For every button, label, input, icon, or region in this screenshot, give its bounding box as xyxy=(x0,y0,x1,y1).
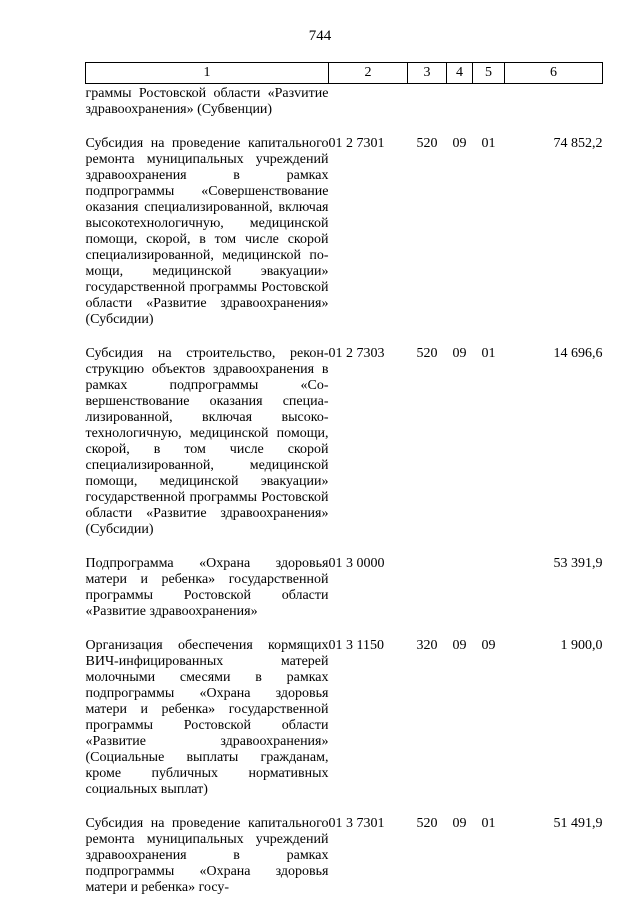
row-amount: 53 391,9 xyxy=(553,556,603,571)
row-subsection: 01 xyxy=(481,346,496,361)
row-expense-type: 320 xyxy=(416,638,438,653)
row-amount xyxy=(505,84,603,137)
row-expense-type xyxy=(408,556,447,638)
row-amount: 74 852,2 xyxy=(553,136,603,151)
row-section xyxy=(447,84,473,137)
row-section: 09 xyxy=(452,136,467,151)
row-subsection xyxy=(473,556,505,638)
header-cell-code: 2 xyxy=(329,63,408,84)
header-row xyxy=(86,63,603,84)
table-row xyxy=(86,346,603,556)
row-description: Организация обеспечения кормящих ВИЧ-инфицированных матерей молочными смесями в рамках подпрограммы «Охрана здоровья матери и ребенка» государственной программы Ростовской области «Развитие здравоохранения» (Социальные выплаты гражданам, кроме публичных нормативных социальных выплат) xyxy=(85,638,329,797)
row-subsection: 09 xyxy=(481,638,496,653)
row-description: Субсидия на строительство, реконструкцию объектов здравоохранения в рамках подпрограммы «Совершенствование оказания специализированной, включая высокотехнологичную, медицинской помощи, скорой, в том числе скорой специализированной, медицинской помощи, медицинской эвакуации» государственной программы Ростовской области «Развитие здравоохранения» (Субсидии) xyxy=(85,346,329,537)
row-section: 09 xyxy=(452,346,467,361)
header-cell-description: 1 xyxy=(86,63,329,84)
table-row xyxy=(86,84,603,137)
row-target-code: 01 2 7301 xyxy=(328,136,385,151)
header-cell-rz: 4 xyxy=(447,63,473,84)
row-amount: 1 900,0 xyxy=(560,638,603,653)
table-row xyxy=(86,638,603,816)
row-target-code: 01 3 0000 xyxy=(328,556,385,571)
page-number: 744 xyxy=(308,28,332,44)
row-description: Субсидия на проведение капитального ремонта муниципальных учреждений здравоохранения в рамках подпрограммы «Совершенствование оказания специализированной, включая высокотехнологичную, медицинской помощи, скорой, в том числе скорой специализированной, медицинской помощи, медицинской эвакуации» государственной программы Ростовской области «Развитие здравоохранения» (Субсидии) xyxy=(85,136,329,327)
row-subsection: 01 xyxy=(481,136,496,151)
row-subsection: 01 xyxy=(481,816,496,831)
table-row xyxy=(86,136,603,346)
header-cell-pr: 5 xyxy=(473,63,505,84)
row-description: граммы Ростовской области «Разvитие здравоохранения» (Субвенции) xyxy=(85,86,329,117)
row-expense-type xyxy=(408,84,447,137)
row-description: Подпрограмма «Охрана здоровья матери и ребенка» государственной программы Ростовской области «Развитие здравоохранения» xyxy=(85,556,329,619)
row-expense-type: 520 xyxy=(416,136,438,151)
row-description: Субсидия на проведение капитального ремонта муниципальных учреждений здравоохранения в рамках подпрограммы «Охрана здоровья матери и ребенка» госу- xyxy=(85,816,329,895)
row-subsection xyxy=(473,84,505,137)
row-target-code: 01 3 7301 xyxy=(328,816,385,831)
header-cell-amount: 6 xyxy=(505,63,603,84)
row-expense-type: 520 xyxy=(416,816,438,831)
row-expense-type: 520 xyxy=(416,346,438,361)
table-row xyxy=(86,816,603,914)
row-target-code: 01 3 1150 xyxy=(328,638,384,653)
budget-table xyxy=(85,62,603,914)
row-amount: 14 696,6 xyxy=(553,346,603,361)
row-section: 09 xyxy=(452,638,467,653)
row-target-code xyxy=(329,84,408,137)
row-section: 09 xyxy=(452,816,467,831)
row-target-code: 01 2 7303 xyxy=(328,346,385,361)
row-amount: 51 491,9 xyxy=(553,816,603,831)
row-section xyxy=(447,556,473,638)
table-row xyxy=(86,556,603,638)
header-cell-vr: 3 xyxy=(408,63,447,84)
